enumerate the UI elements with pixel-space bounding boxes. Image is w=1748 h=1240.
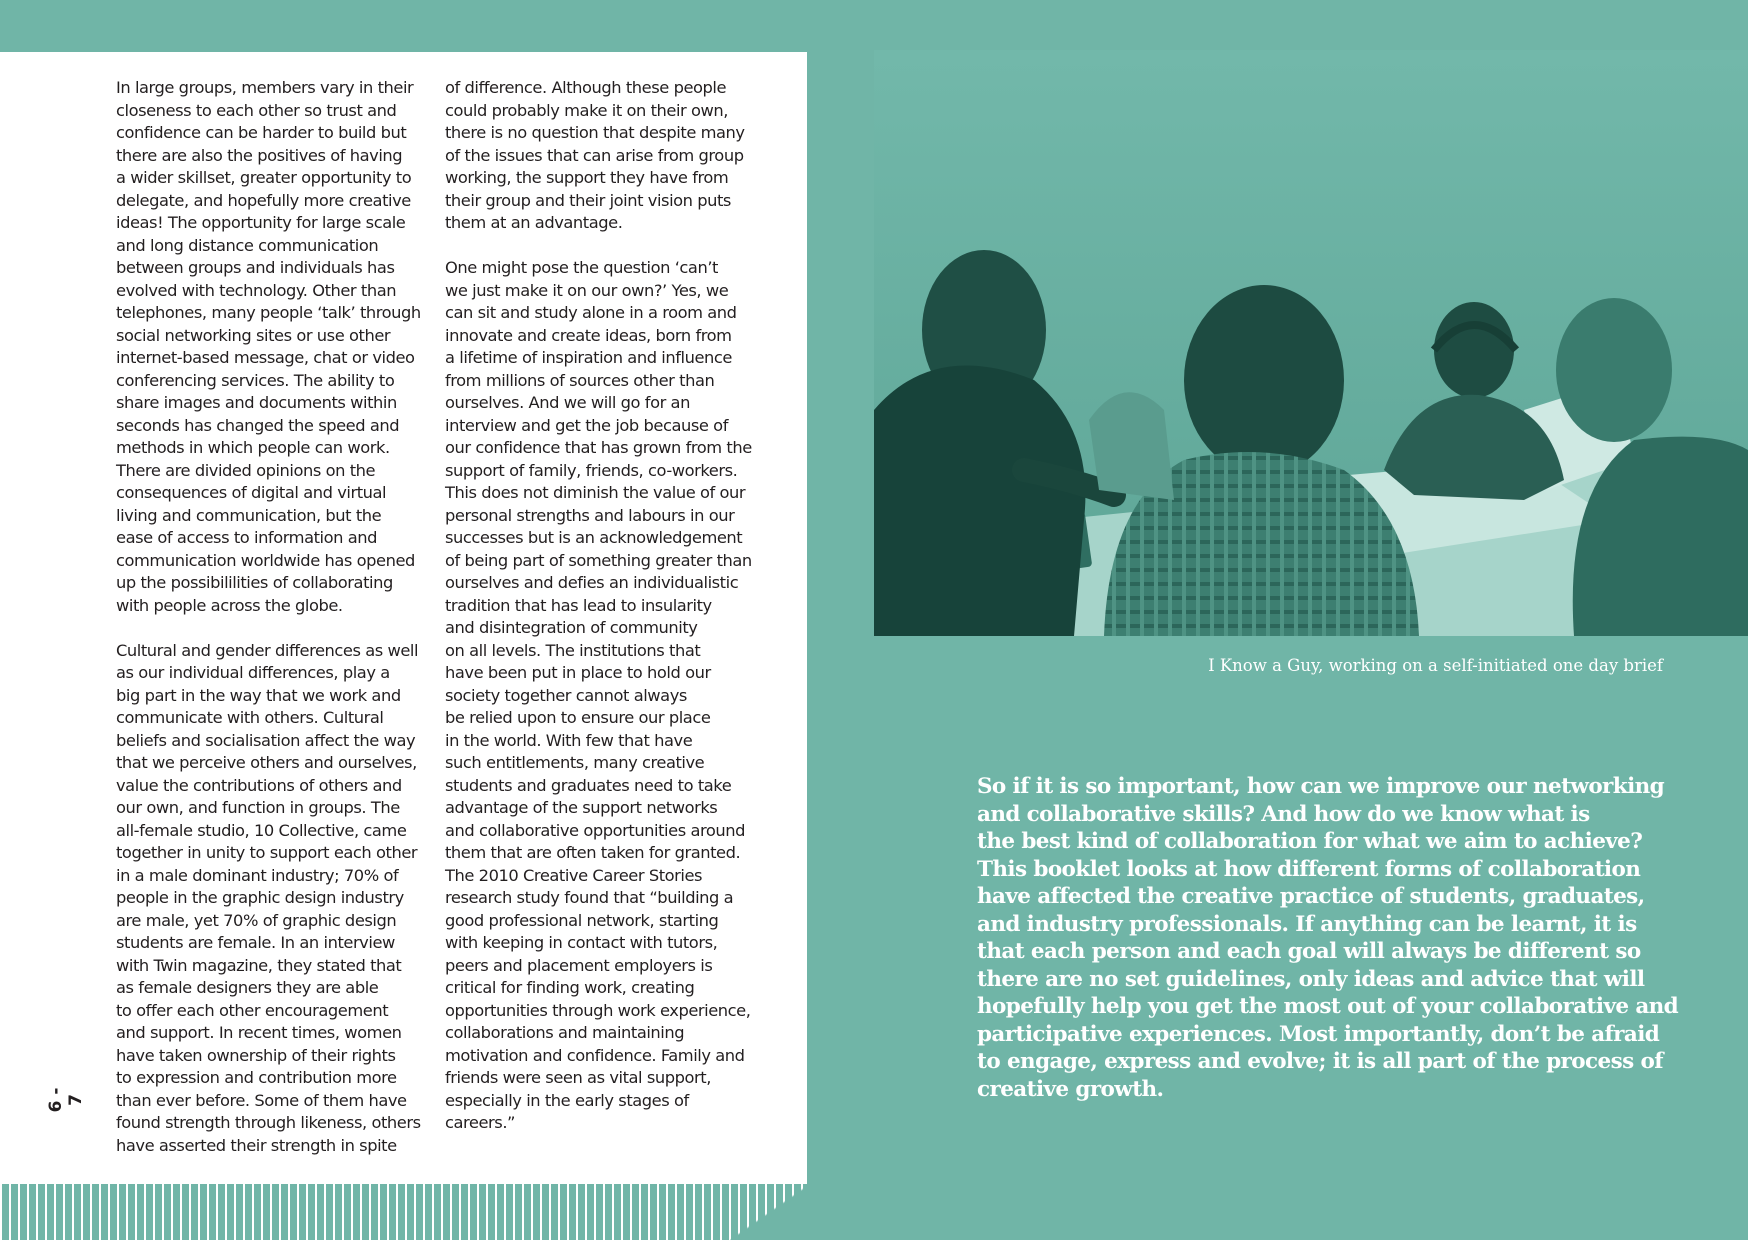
pull-quote: So if it is so important, how can we improve our networking and collaborative skills? And how do we know what is the best kind of collaboration for what we aim to achieve? This booklet looks at how different forms of collaboration have affected the creative practice of students, graduates, and industry professionals. If anything can be learnt, it is that each person and each goal will always be different so there are no set guidelines, only ideas and advice that will hopefully help you get the most out of your collaborative and participative experiences. Most importantly, don’t be afraid to engage, express and evolve; it is all part of the process of creative growth.	[977, 774, 1679, 1102]
group-photo	[874, 50, 1748, 636]
group-photo-illustration	[874, 50, 1748, 636]
photo-caption: I Know a Guy, working on a self-initiated one day brief	[1208, 656, 1663, 675]
striped-border	[0, 1184, 807, 1240]
paragraph: Cultural and gender differences as well as our individual differences, play a big part in the way that we work and communicate with others. Cultural beliefs and socialisation affect the way that we perceive others and ourselves, value the contributions of others and our own, and function in groups. The all-female studio, 10 Collective, came together in unity to support each other in a male dominant industry; 70% of people in the graphic design industry are male, yet 70% of graphic design students are female. In an interview with Twin magazine, they stated that as female designers they are able to offer each other encouragement and support. In recent times, women have taken ownership of their rights to expression and contribution more than ever before. Some of them have found strength through likeness, others have asserted their strength in spite	[116, 640, 421, 1155]
paragraph: In large groups, members vary in their closeness to each other so trust and confidence can be harder to build but there are also the positives of having a wider skillset, greater opportunity to delegate, and hopefully more creative ideas! The opportunity for large scale and long distance communication between groups and individuals has evolved with technology. Other than telephones, many people ‘talk’ through social networking sites or use other internet-based message, chat or video conferencing services. The ability to share images and documents within seconds has changed the speed and methods in which people can work. There are divided opinions on the consequences of digital and virtual living and communication, but the ease of access to information and communication worldwide has opened up the possibililities of collaborating with people across the globe.	[116, 78, 421, 615]
paragraph: of difference. Although these people could probably make it on their own, there is no question that despite many of the issues that can arise from group working, the support they have from their group and their joint vision puts them at an advantage.	[445, 78, 745, 232]
striped-border-fade	[730, 1184, 810, 1240]
paragraph: One might pose the question ‘can’t we just make it on our own?’ Yes, we can sit and study alone in a room and innovate and create ideas, born from a lifetime of inspiration and influence from millions of sources other than ourselves. And we will go for an interview and get the job because of our confidence that has grown from the support of family, friends, co-workers. This does not diminish the value of our personal strengths and labours in our successes but is an acknowledgement of being part of something greater than ourselves and defies an individualistic tradition that has lead to insularity and disintegration of community on all levels. The institutions that have been put in place to hold our society together cannot always be relied upon to ensure our place in the world. With few that have such entitlements, many creative students and graduates need to take advantage of the support networks and collaborative opportunities around them that are often taken for granted. The 2010 Creative Career Stories research study found that “building a good professional network, starting with keeping in contact with tutors, peers and placement employers is critical for finding work, creating opportunities through work experience, collaborations and maintaining motivation and confidence. Family and friends were seen as vital support, especially in the early stages of careers.”	[445, 258, 752, 1132]
text-column-2	[445, 77, 765, 1157]
page-number: 6 - 7	[46, 1087, 86, 1113]
text-column-1	[116, 77, 436, 1180]
